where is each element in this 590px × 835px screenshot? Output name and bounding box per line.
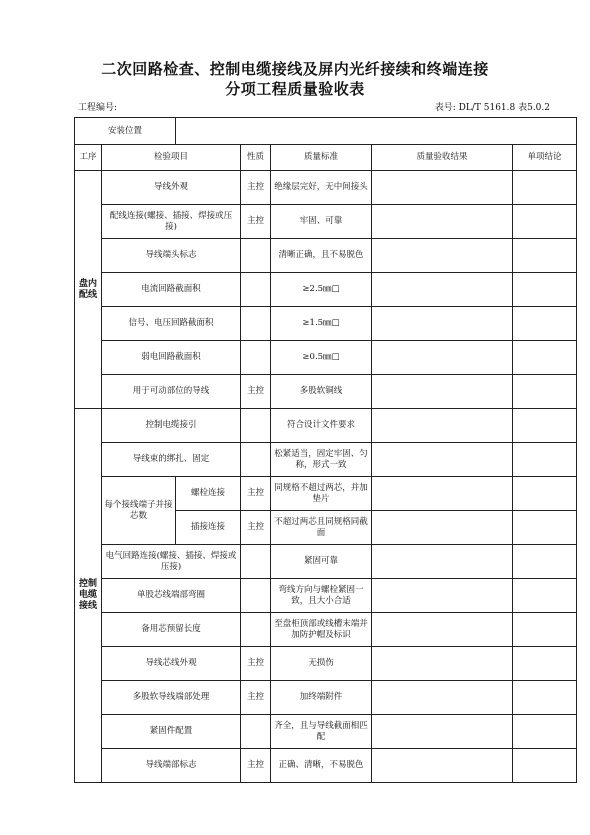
standard-cell: ≥2.5㎜□ (271, 273, 372, 307)
conclusion-cell[interactable] (513, 239, 577, 273)
header-nature: 性质 (241, 145, 271, 171)
nature-cell (241, 715, 271, 749)
form-number: 表号: DL/T 5161.8 表5.0.2 (434, 103, 550, 113)
check-item: 每个接线端子并接芯数 (102, 477, 176, 545)
result-cell[interactable] (372, 545, 513, 579)
check-item: 导线端部标志 (102, 749, 241, 783)
standard-cell: 齐全，且与导线截面相匹配 (271, 715, 372, 749)
inspection-table (74, 117, 577, 783)
nature-cell: 主控 (241, 647, 271, 681)
nature-cell: 主控 (241, 375, 271, 409)
standard-cell: 弯线方向与螺栓紧固一致，且大小合适 (271, 579, 372, 613)
check-item: 用于可动部位的导线 (102, 375, 241, 409)
nature-cell (241, 579, 271, 613)
result-cell[interactable] (372, 511, 513, 545)
group-label-panel-wiring: 盘内配线 (75, 171, 102, 409)
check-item: 多股软导线端部处理 (102, 681, 241, 715)
table-row (75, 273, 577, 307)
result-cell[interactable] (372, 307, 513, 341)
header-conclusion: 单项结论 (513, 145, 577, 171)
conclusion-cell[interactable] (513, 409, 577, 443)
check-item: 备用芯预留长度 (102, 613, 241, 647)
nature-cell (241, 341, 271, 375)
table-row (75, 613, 577, 647)
conclusion-cell[interactable] (513, 171, 577, 205)
check-item: 弱电回路截面积 (102, 341, 241, 375)
header-row (75, 145, 577, 171)
form-title-line1: 二次回路检查、控制电缆接线及屏内光纤接续和终端连接 (101, 60, 489, 78)
install-location-row (75, 118, 577, 145)
table-row (75, 477, 577, 511)
conclusion-cell[interactable] (513, 273, 577, 307)
install-location-value[interactable] (176, 118, 577, 145)
header-item: 检验项目 (102, 145, 241, 171)
standard-cell: 紧固可靠 (271, 545, 372, 579)
table-row (75, 545, 577, 579)
standard-cell: 同规格不超过两芯，并加垫片 (271, 477, 372, 511)
result-cell[interactable] (372, 375, 513, 409)
header-process: 工序 (75, 145, 102, 171)
result-cell[interactable] (372, 749, 513, 783)
project-number-label: 工程编号: (78, 103, 118, 113)
standard-cell: ≥0.5㎜□ (271, 341, 372, 375)
install-location-label: 安装位置 (75, 118, 176, 145)
result-cell[interactable] (372, 171, 513, 205)
nature-cell: 主控 (241, 477, 271, 511)
table-row (75, 205, 577, 239)
conclusion-cell[interactable] (513, 647, 577, 681)
table-row (75, 443, 577, 477)
nature-cell (241, 409, 271, 443)
table-row (75, 341, 577, 375)
table-row (75, 715, 577, 749)
check-item: 电流回路截面积 (102, 273, 241, 307)
nature-cell: 主控 (241, 511, 271, 545)
standard-cell: 清晰正确，且不易脱色 (271, 239, 372, 273)
table-row (75, 681, 577, 715)
table-row (75, 749, 577, 783)
table-row (75, 409, 577, 443)
check-item: 控制电缆接引 (102, 409, 241, 443)
check-item: 导线芯线外观 (102, 647, 241, 681)
result-cell[interactable] (372, 239, 513, 273)
table-row (75, 647, 577, 681)
standard-cell: 无损伤 (271, 647, 372, 681)
result-cell[interactable] (372, 613, 513, 647)
form-title-line2: 分项工程质量验收表 (225, 80, 365, 98)
result-cell[interactable] (372, 715, 513, 749)
check-item: 导线束的绑扎、固定 (102, 443, 241, 477)
conclusion-cell[interactable] (513, 681, 577, 715)
result-cell[interactable] (372, 409, 513, 443)
nature-cell (241, 239, 271, 273)
standard-cell: 多股软铜线 (271, 375, 372, 409)
table-row (75, 171, 577, 205)
nature-cell (241, 613, 271, 647)
table-row (75, 239, 577, 273)
conclusion-cell[interactable] (513, 205, 577, 239)
header-result: 质量验收结果 (372, 145, 513, 171)
check-subitem: 插接连接 (176, 511, 241, 545)
conclusion-cell[interactable] (513, 579, 577, 613)
table-row (75, 307, 577, 341)
check-item: 电气回路连接(螺接、插接、焊接或压接) (102, 545, 241, 579)
conclusion-cell[interactable] (513, 749, 577, 783)
nature-cell: 主控 (241, 681, 271, 715)
standard-cell: 不超过两芯且同规格同截面 (271, 511, 372, 545)
standard-cell: 至盘柜顶部或线槽末端并加防护帽及标识 (271, 613, 372, 647)
standard-cell: 绝缘层完好，无中间接头 (271, 171, 372, 205)
standard-cell: 松紧适当，固定牢固、匀称，形式一致 (271, 443, 372, 477)
nature-cell: 主控 (241, 171, 271, 205)
result-cell[interactable] (372, 273, 513, 307)
result-cell[interactable] (372, 443, 513, 477)
result-cell[interactable] (372, 341, 513, 375)
check-item: 导线端头标志 (102, 239, 241, 273)
header-standard: 质量标准 (271, 145, 372, 171)
check-item: 配线连接(螺接、插接、焊接或压接) (102, 205, 241, 239)
conclusion-cell[interactable] (513, 511, 577, 545)
check-item: 导线外观 (102, 171, 241, 205)
check-item: 信号、电压回路截面积 (102, 307, 241, 341)
result-cell[interactable] (372, 681, 513, 715)
standard-cell: 正确、清晰，不易脱色 (271, 749, 372, 783)
nature-cell (241, 307, 271, 341)
standard-cell: ≥1.5㎜□ (271, 307, 372, 341)
conclusion-cell[interactable] (513, 545, 577, 579)
table-row (75, 579, 577, 613)
conclusion-cell[interactable] (513, 477, 577, 511)
conclusion-cell[interactable] (513, 613, 577, 647)
table-row (75, 375, 577, 409)
conclusion-cell[interactable] (513, 341, 577, 375)
result-cell[interactable] (372, 477, 513, 511)
nature-cell (241, 545, 271, 579)
result-cell[interactable] (372, 205, 513, 239)
standard-cell: 符合设计文件要求 (271, 409, 372, 443)
nature-cell (241, 443, 271, 477)
conclusion-cell[interactable] (513, 375, 577, 409)
check-item: 单股芯线端部弯圈 (102, 579, 241, 613)
result-cell[interactable] (372, 647, 513, 681)
check-subitem: 螺栓连接 (176, 477, 241, 511)
nature-cell: 主控 (241, 205, 271, 239)
group-label-control-cable: 控制电缆接线 (75, 409, 102, 783)
result-cell[interactable] (372, 579, 513, 613)
nature-cell: 主控 (241, 749, 271, 783)
conclusion-cell[interactable] (513, 307, 577, 341)
conclusion-cell[interactable] (513, 443, 577, 477)
check-item: 紧固件配置 (102, 715, 241, 749)
standard-cell: 加终端附件 (271, 681, 372, 715)
standard-cell: 牢固、可靠 (271, 205, 372, 239)
nature-cell (241, 273, 271, 307)
conclusion-cell[interactable] (513, 715, 577, 749)
